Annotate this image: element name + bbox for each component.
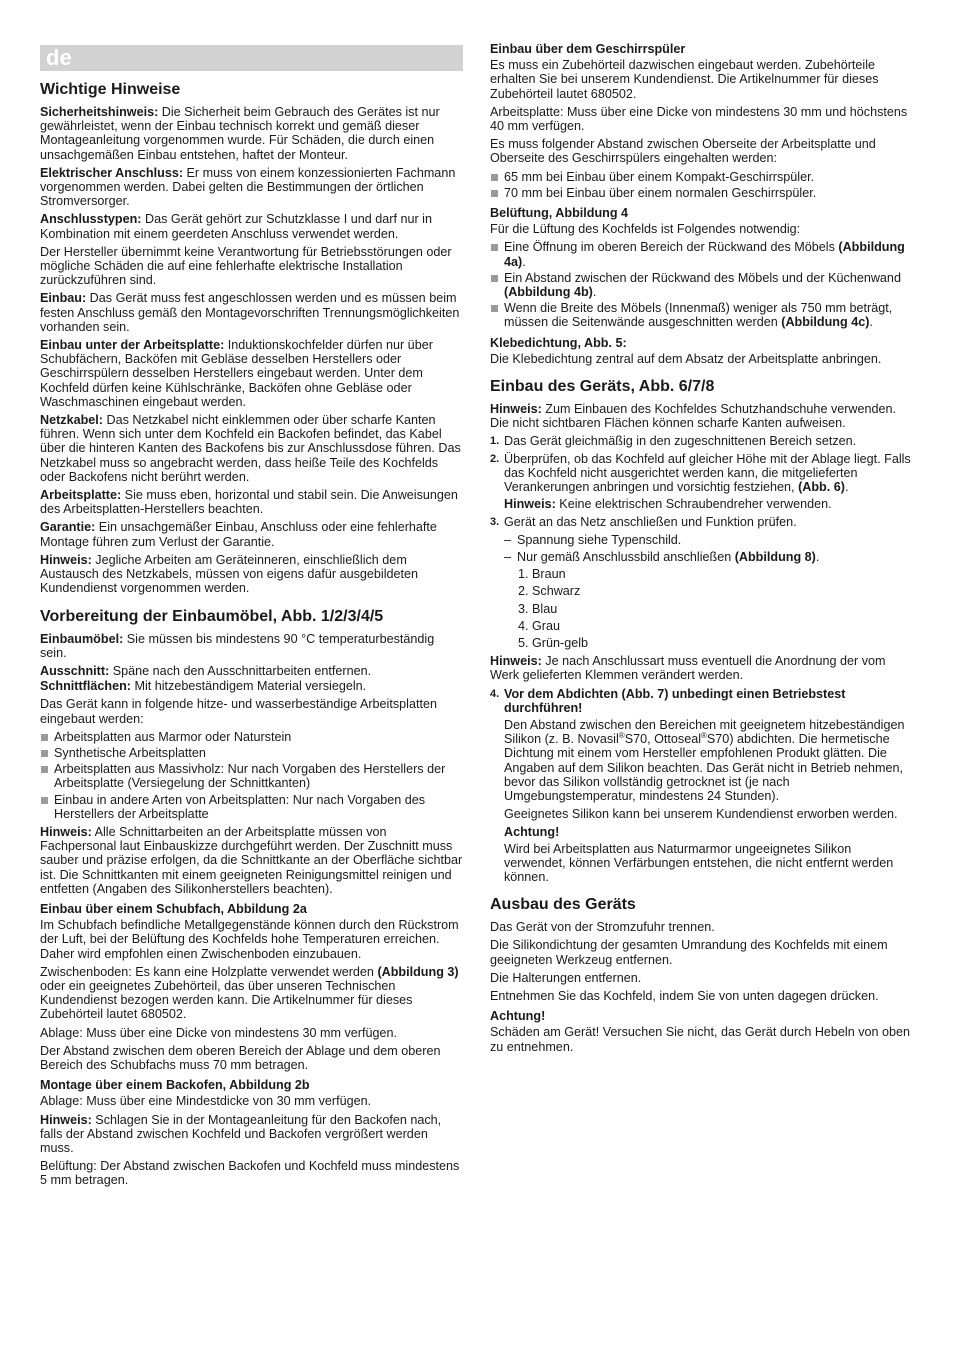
section-title-preparation: Vorbereitung der Einbaumöbel, Abb. 1/2/3/4/5 [40, 607, 384, 625]
section-title-removal: Ausbau des Geräts [490, 896, 636, 914]
paragraph: Entnehmen Sie das Kochfeld, indem Sie von unten dagegen drücken. [490, 988, 879, 1003]
section-title-installation: Einbau des Geräts, Abb. 6/7/8 [490, 378, 715, 396]
step-3: 3. Gerät an das Netz anschließen und Funktion prüfen. [490, 515, 797, 530]
paragraph: Die Halterungen entfernen. [490, 970, 642, 985]
warning-heading: Achtung! [504, 825, 560, 840]
paragraph: Es muss folgender Abstand zwischen Oberseite der Arbeitsplatte und Oberseite des Geschirrspülers eingehalten werden: [490, 137, 876, 166]
step-2: 2. Überprüfen, ob das Kochfeld auf gleicher Höhe mit der Ablage liegt. Falls das Kochfeld nicht ausgerichtet werden kann, die mitgelieferten Verankerungen anbringen und vorsichtig festziehen, (Abb. 6). [490, 451, 911, 495]
paragraph: Hinweis: Alle Schnittarbeiten an der Arbeitsplatte müssen von Fachpersonal laut Einbauskizze durchgeführt werden. Der Zuschnitt muss sauber und präzise erfolgen, da die Schnittkante an der Oberfläche sichtbar ist. Die Schnittkanten mit einem geeigneten Reinigungsmittel reinigen und entfetten (Angaben des Silikonherstellers beachten). [40, 824, 463, 896]
list-item: 65 mm bei Einbau über einem Kompakt-Geschirrspüler. [490, 170, 914, 184]
paragraph: Die Silikondichtung der gesamten Umrandung des Kochfelds mit einem geeigneten Werkzeug entfernen. [490, 938, 888, 967]
list-item: Arbeitsplatten aus Massivholz: Nur nach Vorgaben des Herstellers der Arbeitsplatte (Versiegelung der Schnittkanten) [40, 762, 464, 790]
paragraph: Wird bei Arbeitsplatten aus Naturmarmor ungeeignetes Silikon verwendet, können Verfärbungen entstehen, die nicht entfernt werden können. [504, 841, 894, 884]
step-4: 4. Vor dem Abdichten (Abb. 7) unbedingt einen Betriebstest durchführen! [490, 686, 846, 715]
dishwasher-list [490, 170, 914, 200]
step-1: 1. Das Gerät gleichmäßig in den zugeschnittenen Bereich setzen. [490, 434, 857, 449]
list-item: 1. Braun [518, 567, 566, 582]
list-item: 2. Schwarz [518, 584, 581, 599]
paragraph: Der Abstand zwischen dem oberen Bereich der Ablage und dem oberen Bereich des Schubfachs muss 70 mm betragen. [40, 1043, 441, 1072]
paragraph: Sicherheitshinweis: Die Sicherheit beim Gebrauch des Gerätes ist nur gewährleistet, wenn der Einbau technisch korrekt und gemäß dieser Montageanleitung vorgenommen wurde. Für Schäden, die durch einen unsachgemäßen Einbau entstehen, haftet der Monteur. [40, 105, 440, 162]
list-item: Synthetische Arbeitsplatten [40, 746, 464, 760]
list-item: 70 mm bei Einbau über einem normalen Geschirrspüler. [490, 186, 914, 200]
ventilation-list [490, 240, 914, 329]
paragraph: Netzkabel: Das Netzkabel nicht einklemmen oder über scharfe Kanten führen. Wenn sich unter dem Kochfeld ein Backofen befindet, das Kabel über die hinteren Kanten des Backofens bis zur Anschlussdose führen. Das Netzkabel muss so angebracht werden, dass heiße Teile des Kochfelds oder Backofens nicht berührt werden. [40, 413, 461, 484]
step-2-note: Hinweis: Keine elektrischen Schraubendreher verwenden. [504, 497, 832, 512]
wire-colors-list [490, 567, 914, 650]
paragraph: Hinweis: Zum Einbauen des Kochfeldes Schutzhandschuhe verwenden. Die nicht sichtbaren Flächen können scharfe Kanten aufweisen. [490, 402, 897, 431]
paragraph: Ablage: Muss über eine Dicke von mindestens 30 mm verfügen. [40, 1025, 398, 1040]
list-item: Arbeitsplatten aus Marmor oder Naturstein [40, 730, 464, 744]
paragraph: Zwischenboden: Es kann eine Holzplatte verwendet werden (Abbildung 3) oder ein geeignetes Zubehörteil, das über unseren Technischen Kundendienst bezogen werden kann. Die Artikelnummer für dieses Zubehörteil lautet 680502. [40, 964, 459, 1022]
subheading-seal: Klebedichtung, Abb. 5: [490, 335, 627, 350]
paragraph: Die Klebedichtung zentral auf dem Absatz der Arbeitsplatte anbringen. [490, 351, 882, 366]
paragraph: Im Schubfach befindliche Metallgegenstände können durch den Rückstrom der Luft, bei der Belüftung des Kochfelds hohe Temperaturen erreichen. Daher wird empfohlen einen Zwischenboden einzubauen. [40, 918, 459, 961]
subheading-drawer: Einbau über einem Schubfach, Abbildung 2a [40, 901, 307, 916]
warning-heading: Achtung! [490, 1009, 546, 1024]
dash-item: – Nur gemäß Anschlussbild anschließen (Abbildung 8). [490, 550, 914, 564]
language-bar [40, 45, 463, 71]
paragraph: Einbau unter der Arbeitsplatte: Induktionskochfelder dürfen nur über Schubfächern, Backöfen mit Gebläse desselben Herstellers oder Geschirrspülern desselben Herstellers eingebaut werden. Unter dem Kochfeld dürfen keine Kühlschränke, Backöfen ohne Gebläse oder Waschmaschinen eingebaut werden. [40, 338, 433, 409]
subheading-dishwasher: Einbau über dem Geschirrspüler [490, 42, 686, 56]
paragraph: Einbau: Das Gerät muss fest angeschlossen werden und es müssen beim festen Anschluss gemäß den Montagevorschriften Trennungsmöglichkeiten vorhanden sein. [40, 291, 460, 334]
paragraph: Der Hersteller übernimmt keine Verantwortung für Betriebsstörungen oder mögliche Schäden die auf eine fehlerhafte elektrische Installation zurückzuführen sind. [40, 244, 452, 288]
paragraph: Garantie: Ein unsachgemäßer Einbau, Anschluss oder eine fehlerhafte Montage führen zum Verlust der Garantie. [40, 520, 437, 549]
paragraph: Einbaumöbel: Sie müssen bis mindestens 90 °C temperaturbeständig sein. [40, 631, 435, 660]
paragraph: Den Abstand zwischen den Bereichen mit geeignetem hitzebeständigen Silikon (z. B. Novasil®S70, Ottoseal®S70) abdichten. Die hermetische Dichtung mit einem vom Hersteller empfohlenen Produkt glätten. Die Angaben auf dem Silikon beachten. Das Gerät nicht in Betrieb nehmen, bevor das Silikon vollständig getrocknet ist (je nach Umgebungstemperatur, mindestens 24 Stunden). [504, 717, 905, 803]
paragraph: Schnittflächen: Mit hitzebeständigem Material versiegeln. [40, 679, 367, 694]
paragraph: Arbeitsplatte: Muss über eine Dicke von mindestens 30 mm und höchstens 40 mm verfügen. [490, 104, 908, 134]
paragraph: Es muss ein Zubehörteil dazwischen eingebaut werden. Zubehörteile erhalten Sie bei unserem Kundendienst. Die Artikelnummer für dieses Zubehörteil lautet 680502. [490, 58, 879, 101]
list-item: Eine Öffnung im oberen Bereich der Rückwand des Möbels (Abbildung 4a). [490, 240, 914, 268]
list-item: Einbau in andere Arten von Arbeitsplatten: Nur nach Vorgaben des Herstellers der Arbeitsplatte [40, 793, 464, 821]
left-column [40, 80, 464, 1192]
paragraph: Das Gerät von der Stromzufuhr trennen. [490, 920, 715, 935]
subheading-oven: Montage über einem Backofen, Abbildung 2b [40, 1078, 310, 1093]
paragraph: Schäden am Gerät! Versuchen Sie nicht, das Gerät durch Hebeln von oben zu entnehmen. [490, 1025, 911, 1054]
paragraph: Hinweis: Jegliche Arbeiten am Geräteinneren, einschließlich dem Austausch des Netzkabels, müssen von eigens dafür ausgebildeten Kundendienst vorgenommen werden. [40, 552, 419, 596]
right-column [490, 42, 914, 1058]
paragraph: Hinweis: Je nach Anschlussart muss eventuell die Anordnung der vom Werk gelieferten Klemmen verändert werden. [490, 654, 886, 683]
dash-item: – Spannung siehe Typenschild. [490, 533, 914, 547]
paragraph: Hinweis: Schlagen Sie in der Montageanleitung für den Backofen nach, falls der Abstand zwischen Kochfeld und Backofen vergrößert werden muss. [40, 1112, 442, 1155]
paragraph: Arbeitsplatte: Sie muss eben, horizontal und stabil sein. Die Anweisungen des Arbeitsplatten-Herstellers beachten. [40, 488, 458, 517]
list-item: Wenn die Breite des Möbels (Innenmaß) weniger als 750 mm beträgt, müssen die Seitenwände ausgeschnitten werden (Abbildung 4c). [490, 301, 914, 329]
list-item: Ein Abstand zwischen der Rückwand des Möbels und der Küchenwand (Abbildung 4b). [490, 271, 914, 299]
paragraph: Anschlusstypen: Das Gerät gehört zur Schutzklasse I und darf nur in Kombination mit einem geerdeten Anschluss verwendet werden. [40, 212, 432, 241]
paragraph: Für die Lüftung des Kochfelds ist Folgendes notwendig: [490, 222, 801, 237]
paragraph: Ausschnitt: Späne nach den Ausschnittarbeiten entfernen. [40, 663, 372, 678]
list-item: 5. Grün-gelb [518, 635, 589, 650]
paragraph: Ablage: Muss über eine Mindestdicke von 30 mm verfügen. [40, 1094, 372, 1109]
list-item: 4. Grau [518, 618, 560, 633]
subheading-ventilation: Belüftung, Abbildung 4 [490, 206, 629, 221]
paragraph: Geeignetes Silikon kann bei unserem Kundendienst erworben werden. [504, 807, 898, 822]
list-item: 3. Blau [518, 601, 558, 616]
language-code: de [46, 45, 72, 70]
paragraph: Elektrischer Anschluss: Er muss von einem konzessionierten Fachmann vorgenommen werden. Dabei gelten die Bestimmungen der örtlichen Stromversorger. [40, 165, 456, 209]
worktop-list [40, 730, 464, 821]
paragraph: Das Gerät kann in folgende hitze- und wasserbeständige Arbeitsplatten eingebaut werden: [40, 697, 437, 726]
paragraph: Belüftung: Der Abstand zwischen Backofen und Kochfeld muss mindestens 5 mm betragen. [40, 1159, 460, 1188]
section-title-important-notes: Wichtige Hinweise [40, 81, 181, 98]
